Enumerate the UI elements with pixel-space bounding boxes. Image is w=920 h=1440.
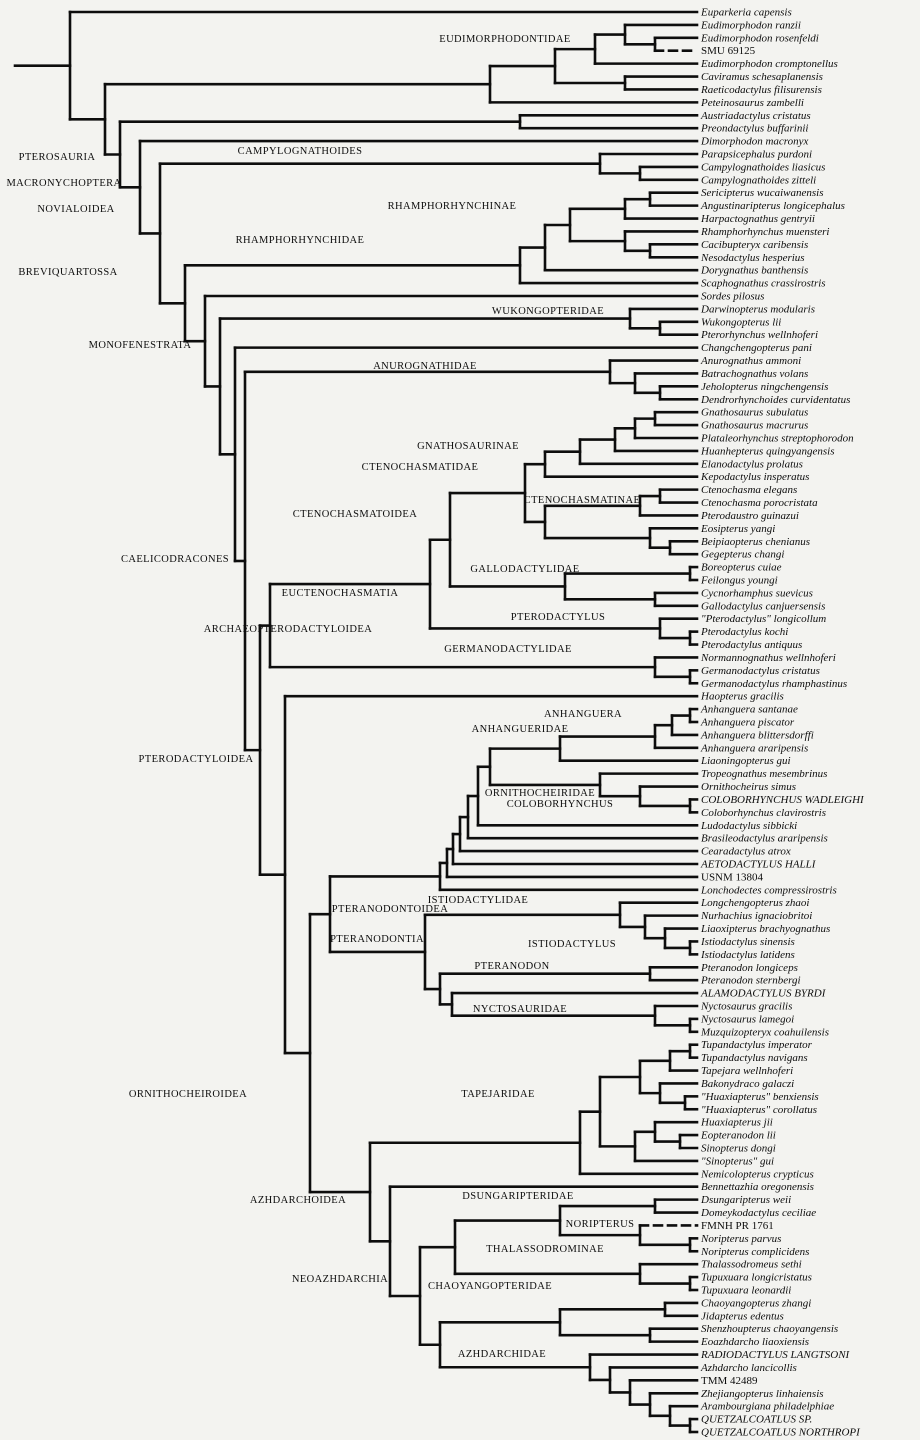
clade-label: AZHDARCHOIDEA bbox=[249, 1195, 347, 1206]
clade-label: TAPEJARIDAE bbox=[461, 1089, 535, 1100]
taxon-label: Germanodactylus rhamphastinus bbox=[701, 677, 848, 690]
taxon-label: Thalassodromeus sethi bbox=[701, 1258, 802, 1271]
taxon-label: Sordes pilosus bbox=[701, 290, 765, 303]
clade-label: NOVIALOIDEA bbox=[37, 204, 115, 215]
taxon-label: Pterodactylus antiquus bbox=[701, 639, 803, 652]
taxon-label: Normannognathus wellnhoferi bbox=[701, 651, 836, 664]
taxon-label: Raeticodactylus filisurensis bbox=[701, 83, 822, 96]
taxon-label: Arambourgiana philadelphiae bbox=[701, 1400, 835, 1413]
taxon-label: Feilongus youngi bbox=[701, 574, 778, 587]
taxon-label: Ornithocheirus simus bbox=[701, 781, 797, 794]
taxon-label: Tupuxuara longicristatus bbox=[701, 1271, 812, 1284]
taxon-label: Huaxiapterus jii bbox=[701, 1116, 773, 1129]
clade-label: CHAOYANGOPTERIDAE bbox=[427, 1281, 553, 1292]
clade-label: PTERODACTYLOIDEA bbox=[138, 754, 254, 765]
taxon-label: Caviramus schesaplanensis bbox=[701, 71, 823, 84]
clade-label: ANHANGUERIDAE bbox=[471, 724, 569, 735]
taxon-label: Campylognathoides zitteli bbox=[701, 174, 817, 187]
taxon-label: Bakonydraco galaczi bbox=[701, 1077, 795, 1090]
taxon-label: Changchengopterus pani bbox=[701, 342, 812, 355]
taxon-label: USNM 13804 bbox=[701, 871, 764, 884]
taxon-label: Boreopterus cuiae bbox=[701, 561, 782, 574]
clade-label: PTERANODONTIA bbox=[330, 934, 424, 945]
taxon-label: Nyctosaurus lamegoi bbox=[701, 1013, 795, 1026]
taxon-label: Eosipterus yangi bbox=[701, 522, 776, 535]
taxon-label: Euparkeria capensis bbox=[701, 6, 792, 19]
taxon-label: Azhdarcho lancicollis bbox=[701, 1361, 797, 1374]
taxon-label: Tupuxuara leonardii bbox=[701, 1284, 792, 1297]
taxon-label: Brasileodactylus araripensis bbox=[701, 832, 828, 845]
taxon-label: Eudimorphodon cromptonellus bbox=[701, 58, 838, 71]
taxon-label: Preondactylus buffarinii bbox=[701, 122, 809, 135]
taxon-label: "Pterodactylus" longicollum bbox=[701, 613, 827, 626]
clade-label: PTERANODON bbox=[474, 961, 550, 972]
clade-label: CTENOCHASMATINAE bbox=[523, 495, 641, 506]
clade-label: ANUROGNATHIDAE bbox=[373, 361, 477, 372]
taxon-label: Sinopterus dongi bbox=[701, 1142, 776, 1155]
clade-label: NYCTOSAURIDAE bbox=[472, 1004, 568, 1015]
clade-label: ARCHAEOPTERODACTYLOIDEA bbox=[203, 624, 373, 635]
taxon-label: Anhanguera santanae bbox=[701, 703, 798, 716]
clade-label: GNATHOSAURINAE bbox=[417, 441, 519, 452]
taxon-label: ALAMODACTYLUS BYRDI bbox=[701, 987, 826, 1000]
taxon-label: "Huaxiapterus" corollatus bbox=[701, 1103, 818, 1116]
taxon-label: Cacibupteryx caribensis bbox=[701, 238, 809, 251]
clade-label: CTENOCHASMATIDAE bbox=[361, 462, 479, 473]
taxon-label: Jeholopterus ningchengensis bbox=[701, 380, 829, 393]
taxon-label: Gallodactylus canjuersensis bbox=[701, 600, 826, 613]
taxon-label: Coloborhynchus clavirostris bbox=[701, 806, 826, 819]
clade-label: DSUNGARIPTERIDAE bbox=[462, 1191, 574, 1202]
taxon-label: Noripterus parvus bbox=[701, 1232, 782, 1245]
clade-label: PTEROSAURIA bbox=[18, 152, 96, 163]
taxon-label: Anhanguera blittersdorffi bbox=[701, 729, 814, 742]
clade-label: EUDIMORPHODONTIDAE bbox=[439, 34, 571, 45]
taxon-label: Nesodactylus hesperius bbox=[701, 251, 805, 264]
taxon-label: Cearadactylus atrox bbox=[701, 845, 791, 858]
taxon-label: FMNH PR 1761 bbox=[701, 1219, 774, 1232]
taxon-label: Austriadactylus cristatus bbox=[701, 109, 811, 122]
clade-label: CAELICODRACONES bbox=[120, 554, 230, 565]
taxon-label: COLOBORHYNCHUS WADLEIGHI bbox=[701, 793, 864, 806]
clade-label: CTENOCHASMATOIDEA bbox=[292, 509, 418, 520]
clade-label: MACRONYCHOPTERA bbox=[6, 178, 122, 189]
taxon-label: Ctenochasma elegans bbox=[701, 484, 798, 497]
taxon-label: Lonchodectes compressirostris bbox=[701, 884, 837, 897]
taxon-label: Liaoxipterus brachyognathus bbox=[701, 923, 831, 936]
clade-label: RHAMPHORHYNCHINAE bbox=[387, 201, 517, 212]
taxon-label: Noripterus complicidens bbox=[701, 1245, 810, 1258]
taxon-label: Cycnorhamphus suevicus bbox=[701, 587, 813, 600]
clade-label: ISTIODACTYLUS bbox=[527, 939, 617, 950]
taxon-label: Kepodactylus insperatus bbox=[701, 471, 810, 484]
taxon-label: Liaoningopterus gui bbox=[701, 755, 791, 768]
taxon-label: Tropeognathus mesembrinus bbox=[701, 768, 828, 781]
clade-label: COLOBORHYNCHUS bbox=[506, 799, 614, 810]
taxon-label: Harpactognathus gentryii bbox=[701, 213, 815, 226]
taxon-label: Pterorhynchus wellnhoferi bbox=[701, 329, 819, 342]
taxon-label: Longchengopterus zhaoi bbox=[701, 897, 810, 910]
taxon-label: Pterodaustro guinazui bbox=[701, 509, 799, 522]
taxon-label: Istiodactylus sinensis bbox=[701, 935, 795, 948]
taxon-label: Beipiaopterus chenianus bbox=[701, 535, 811, 548]
taxon-label: Gnathosaurus subulatus bbox=[701, 406, 809, 419]
taxon-label: Jidapterus edentus bbox=[701, 1310, 784, 1323]
taxon-label: Ludodactylus sibbicki bbox=[701, 819, 798, 832]
taxon-label: Parapsicephalus purdoni bbox=[701, 148, 813, 161]
taxon-label: Rhamphorhynchus muensteri bbox=[701, 225, 830, 238]
taxon-label: Istiodactylus latidens bbox=[701, 948, 795, 961]
taxon-label: "Huaxiapterus" benxiensis bbox=[701, 1090, 819, 1103]
clade-label: GERMANODACTYLIDAE bbox=[444, 644, 572, 655]
taxon-label: Nurhachius ignaciobritoi bbox=[701, 910, 813, 923]
clade-label: RHAMPHORHYNCHIDAE bbox=[235, 235, 365, 246]
taxon-label: Batrachognathus volans bbox=[701, 367, 809, 380]
taxon-label: Pterodactylus kochi bbox=[701, 626, 789, 639]
taxon-label: Dsungaripterus weii bbox=[701, 1194, 792, 1207]
taxon-label: TMM 42489 bbox=[701, 1374, 758, 1387]
taxon-label: Tapejara wellnhoferi bbox=[701, 1065, 794, 1078]
taxon-label: Gnathosaurus macrurus bbox=[701, 419, 809, 432]
taxon-label: Ctenochasma porocristata bbox=[701, 497, 818, 510]
taxon-label: Scaphognathus crassirostris bbox=[701, 277, 826, 290]
taxon-label: Zhejiangopterus linhaiensis bbox=[701, 1387, 824, 1400]
taxon-label: RADIODACTYLUS LANGTSONI bbox=[701, 1349, 850, 1362]
taxon-label: Campylognathoides liasicus bbox=[701, 161, 826, 174]
taxon-label: Shenzhoupterus chaoyangensis bbox=[701, 1323, 839, 1336]
taxon-label: Nemicolopterus crypticus bbox=[701, 1168, 814, 1181]
taxon-label: Anurognathus ammoni bbox=[701, 355, 802, 368]
taxon-label: Eoazhdarcho liaoxiensis bbox=[701, 1336, 810, 1349]
taxon-label: Huanhepterus quingyangensis bbox=[701, 445, 835, 458]
taxon-label: Dimorphodon macronyx bbox=[701, 135, 809, 148]
taxon-label: Tupandactylus navigans bbox=[701, 1052, 808, 1065]
taxon-label: Anhanguera araripensis bbox=[701, 742, 809, 755]
taxon-label: Haopterus gracilis bbox=[701, 690, 784, 703]
clade-label: ORNITHOCHEIROIDEA bbox=[128, 1089, 248, 1100]
taxon-label: Eudimorphodon rosenfeldi bbox=[701, 32, 819, 45]
taxon-label: Angustinaripterus longicephalus bbox=[701, 200, 845, 213]
clade-label: NORIPTERUS bbox=[565, 1219, 635, 1230]
taxon-label: Eudimorphodon ranzii bbox=[701, 19, 801, 32]
taxon-label: Pteranodon sternbergi bbox=[701, 974, 801, 987]
taxon-label: Darwinopterus modularis bbox=[701, 303, 815, 316]
taxon-label: SMU 69125 bbox=[701, 45, 756, 58]
taxon-label: Anhanguera piscator bbox=[701, 716, 795, 729]
clade-label: THALASSODROMINAE bbox=[486, 1244, 604, 1255]
taxon-label: Pteranodon longiceps bbox=[701, 961, 798, 974]
taxon-label: Eopteranodon lii bbox=[701, 1129, 776, 1142]
taxon-label: Dorygnathus banthensis bbox=[701, 264, 809, 277]
taxon-label: Elanodactylus prolatus bbox=[701, 458, 803, 471]
taxon-label: QUETZALCOATLUS SP. bbox=[701, 1413, 813, 1426]
taxon-label: Tupandactylus imperator bbox=[701, 1039, 812, 1052]
taxon-label: Chaoyangopterus zhangi bbox=[701, 1297, 812, 1310]
clade-label: BREVIQUARTOSSA bbox=[18, 267, 118, 278]
taxon-label: Plataleorhynchus streptophorodon bbox=[701, 432, 854, 445]
taxon-label: Peteinosaurus zambelli bbox=[701, 96, 804, 109]
clade-label: NEOAZHDARCHIA bbox=[291, 1274, 389, 1285]
taxon-label: AETODACTYLUS HALLI bbox=[701, 858, 816, 871]
clade-label: ORNITHOCHEIRIDAE bbox=[484, 788, 596, 799]
clade-label: GALLODACTYLIDAE bbox=[470, 564, 580, 575]
clade-label: AZHDARCHIDAE bbox=[457, 1349, 547, 1360]
clade-label: CAMPYLOGNATHOIDES bbox=[237, 146, 363, 157]
taxon-label: Sericipterus wucaiwanensis bbox=[701, 187, 824, 200]
taxon-label: Bennettazhia oregonensis bbox=[701, 1181, 814, 1194]
taxon-label: Domeykodactylus ceciliae bbox=[701, 1207, 817, 1220]
taxon-label: Muzquizopteryx coahuilensis bbox=[701, 1026, 830, 1039]
taxon-label: Gegepterus changi bbox=[701, 548, 785, 561]
clade-label: WUKONGOPTERIDAE bbox=[491, 306, 605, 317]
taxon-label: Wukongopterus lii bbox=[701, 316, 782, 329]
taxon-label: Germanodactylus cristatus bbox=[701, 664, 820, 677]
taxon-label: Nyctosaurus gracilis bbox=[701, 1000, 793, 1013]
clade-label: EUCTENOCHASMATIA bbox=[281, 588, 399, 599]
taxon-label: Dendrorhynchoides curvidentatus bbox=[701, 393, 851, 406]
clade-label: ISTIODACTYLIDAE bbox=[427, 895, 529, 906]
clade-label: MONOFENESTRATA bbox=[88, 340, 192, 351]
clade-label: PTERANODONTOIDEA bbox=[331, 904, 449, 915]
clade-label: PTERODACTYLUS bbox=[510, 612, 606, 623]
taxon-label: "Sinopterus" gui bbox=[701, 1155, 775, 1168]
clade-label: ANHANGUERA bbox=[543, 709, 623, 720]
taxon-label: QUETZALCOATLUS NORTHROPI bbox=[701, 1426, 860, 1439]
